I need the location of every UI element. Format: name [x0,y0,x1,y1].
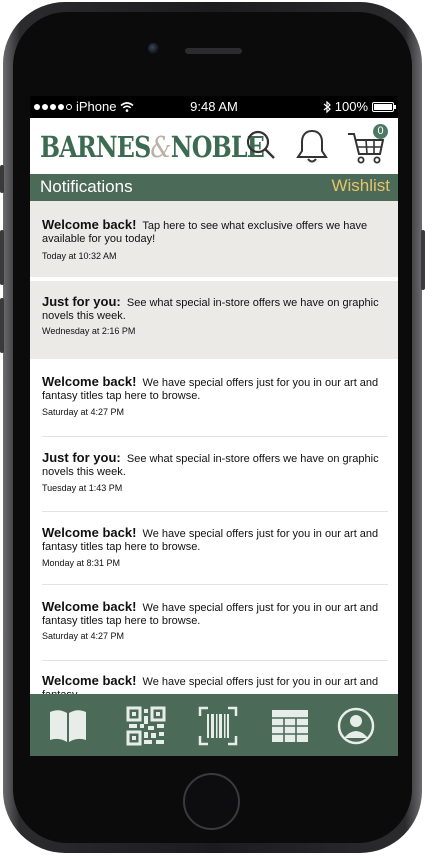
notification-time: Saturday at 4:27 PM [42,407,125,417]
notification-heading: Welcome back! [42,599,137,614]
notification-item[interactable] [30,201,398,277]
notification-heading: Welcome back! [42,374,137,389]
notification-body [42,451,382,479]
qr-code-icon[interactable] [126,706,166,746]
wishlist-link[interactable]: Wishlist [331,176,390,195]
search-icon[interactable] [246,128,276,162]
notification-text: We have special offers just for you in our art and fantasy titles tap here to browse. [42,602,379,627]
barcode-scan-icon[interactable] [198,706,238,746]
notification-body [42,526,382,554]
notification-heading: Welcome back! [42,673,137,688]
notification-time: Monday at 8:31 PM [42,558,121,568]
bottom-tab-bar [30,694,398,756]
power-button [421,230,425,290]
app-header [30,118,398,174]
notification-heading: Just for you: [42,294,121,309]
notification-time: Wednesday at 2:16 PM [42,326,136,336]
notification-text: We have special offers just for you in our art and [142,676,379,688]
page-title: Notifications [40,177,133,196]
profile-icon[interactable] [336,706,376,746]
notification-body [42,600,382,628]
notification-body [42,295,382,323]
notification-text: See what special in-store offers we have on graphic novels this week. [42,453,379,478]
front-camera [148,43,159,54]
status-bar [30,96,398,118]
notification-item[interactable] [30,437,398,512]
notification-text: We have special offers just for you in our art and fantasy titles tap here to browse. [42,377,379,402]
notification-item[interactable] [30,281,398,359]
barnes-noble-logo[interactable]: BARNES&NOBLE [40,130,265,164]
clock: 9:48 AM [190,99,238,114]
bluetooth-icon [323,101,331,113]
notification-time: Tuesday at 1:43 PM [42,483,123,493]
cart-count-badge: 0 [373,124,388,139]
carrier-label: iPhone [76,99,117,114]
notification-list [30,201,398,701]
grid-icon[interactable] [270,706,310,746]
battery-icon [372,102,394,112]
notification-text: See what special in-store offers we have on graphic novels this week. [42,297,379,322]
notification-item[interactable] [30,512,398,585]
mute-switch [0,165,4,193]
notification-text: Tap here to see what exclusive offers we have available for you today! [42,220,368,245]
home-button[interactable] [183,773,240,830]
notification-text: We have special offers just for you in our art and fantasy titles tap here to browse. [42,528,379,553]
notification-heading: Welcome back! [42,217,137,232]
app-screen [30,96,398,756]
notification-item[interactable] [30,585,398,661]
notification-time: Saturday at 4:27 PM [42,631,125,641]
bell-icon[interactable] [296,128,328,164]
volume-up-button [0,230,4,285]
notification-item[interactable] [30,359,398,437]
volume-down-button [0,298,4,353]
notification-time: Today at 10:32 AM [42,251,117,261]
book-icon[interactable] [48,706,88,746]
notification-body [42,375,382,403]
notification-body [42,218,382,246]
notification-heading: Just for you: [42,450,121,465]
earpiece-speaker [185,48,242,54]
battery-percent: 100% [334,99,368,114]
notification-heading: Welcome back! [42,525,137,540]
title-bar [30,174,398,201]
